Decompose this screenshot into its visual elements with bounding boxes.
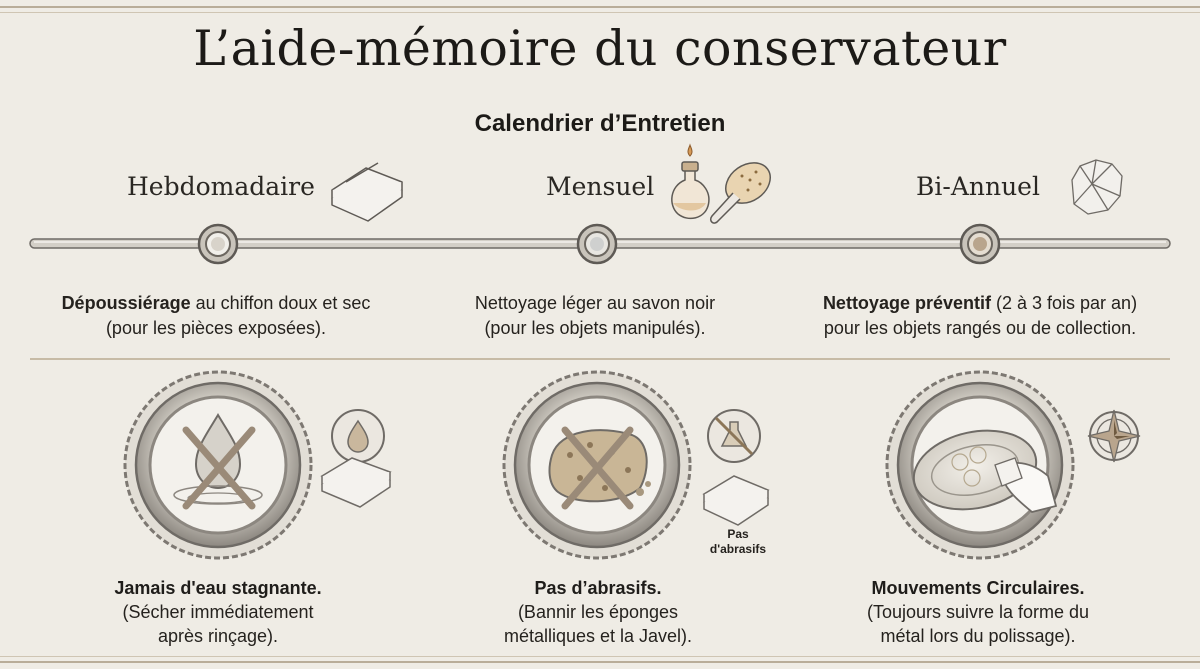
drop-cloth-icon [322, 410, 390, 507]
column-label-biannual: Bi-Annuel [916, 172, 1040, 201]
rule-note-no-water: (Sécher immédiatement après rinçage). [122, 602, 314, 646]
column-label-monthly: Mensuel [546, 172, 655, 201]
timeline-node-monthly [578, 225, 616, 263]
rule-title-circular: Mouvements Circulaires. [871, 578, 1085, 598]
column-label-weekly: Hebdomadaire [127, 172, 315, 201]
weekly-description: Dépoussiérage au chiffon doux et sec (pour les pièces exposées). [61, 293, 371, 338]
section-divider [30, 358, 1170, 360]
biannual-description: Nettoyage préventif (2 à 3 fois par an) pour les objets rangés ou de collection. [822, 293, 1138, 338]
rule-title-no-abrasive: Pas d’abrasifs. [534, 578, 662, 598]
compass-rose-icon [1088, 410, 1140, 462]
no-abrasive-side-label: Pas d'abrasifs [709, 527, 767, 556]
soap-bottle-brush-icon [672, 145, 778, 223]
no-bleach-cloth-icon [704, 410, 768, 525]
timeline-node-biannual [961, 225, 999, 263]
timeline-node-weekly [199, 225, 237, 263]
page-title: L’aide-mémoire du conservateur [193, 20, 1007, 77]
no-sponge-icon [504, 372, 690, 558]
rule-title-no-water: Jamais d'eau stagnante. [114, 578, 322, 598]
monthly-description: Nettoyage léger au savon noir (pour les objets manipulés). [474, 293, 716, 338]
rule-note-circular: (Toujours suivre la forme du métal lors du polissage). [866, 602, 1090, 646]
folded-cloth-icon [332, 163, 402, 221]
calendar-heading: Calendrier d’Entretien [474, 110, 726, 137]
no-water-drop-icon [125, 372, 311, 558]
polishing-platter-icon [887, 372, 1073, 558]
rule-note-no-abrasive: (Bannir les éponges métalliques et la Javel). [503, 602, 693, 646]
crumpled-paper-icon [1072, 160, 1122, 214]
